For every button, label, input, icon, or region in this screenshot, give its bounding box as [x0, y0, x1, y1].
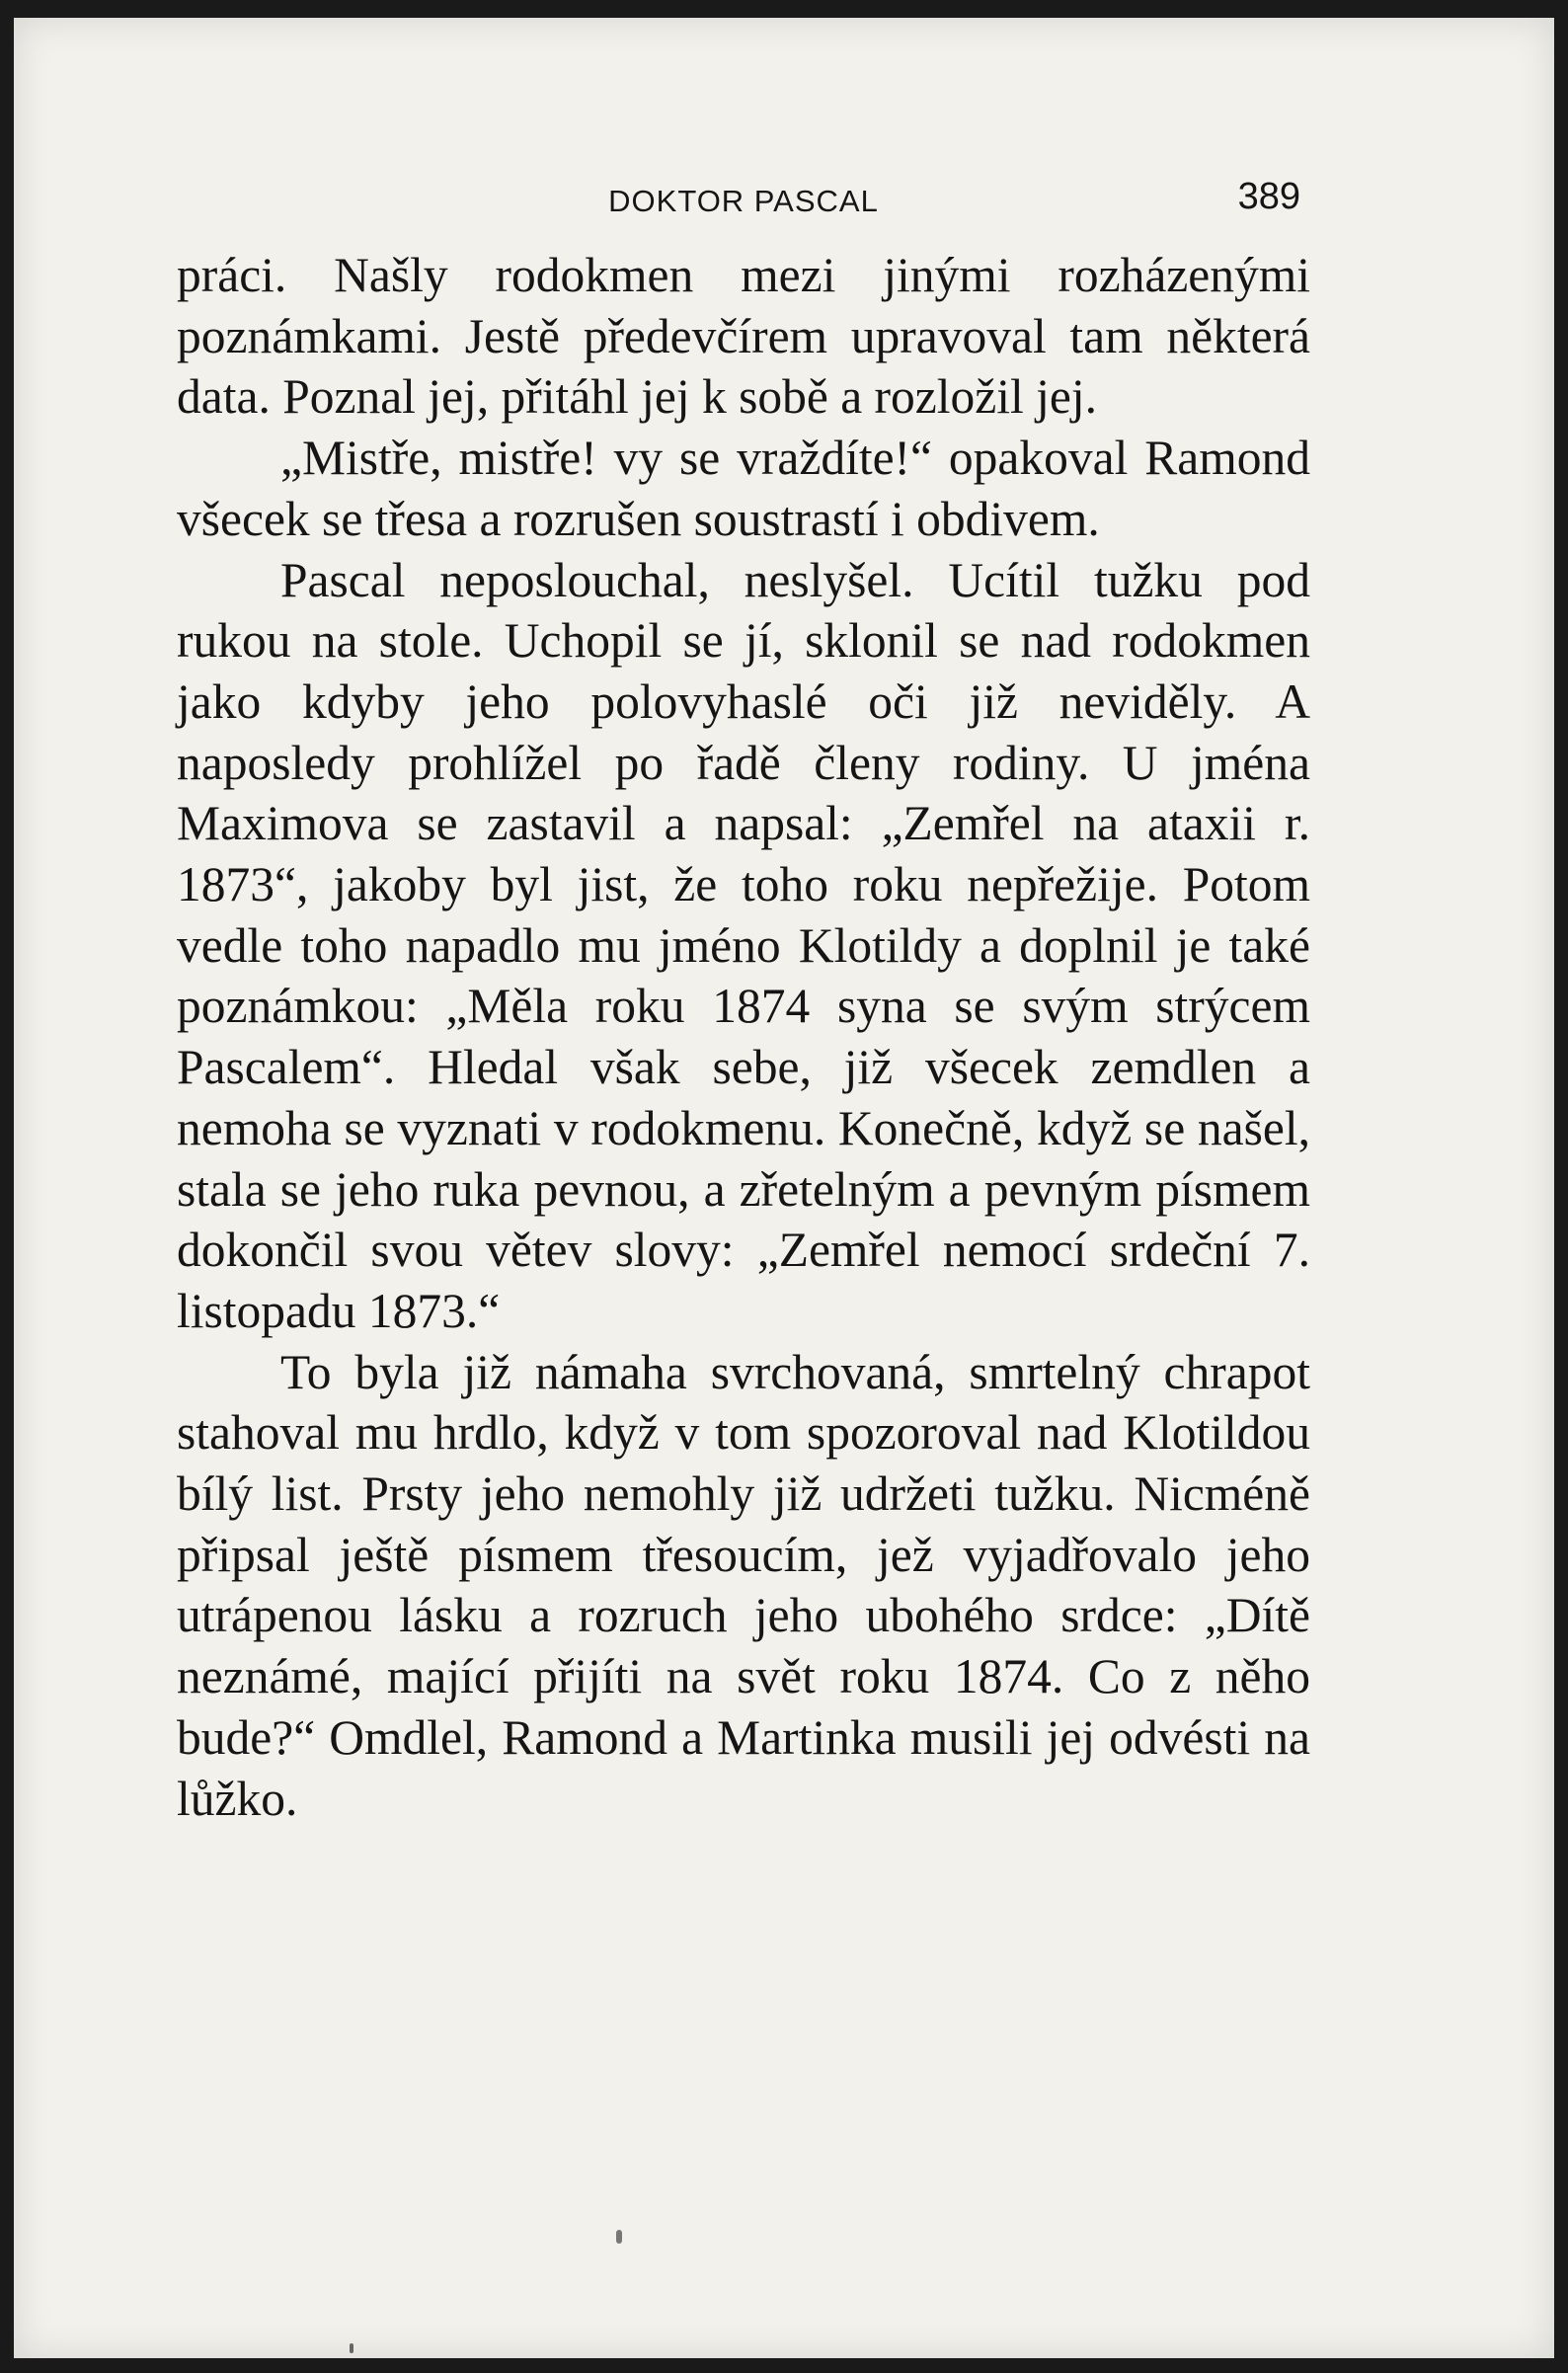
- page-scan: [14, 18, 1554, 2358]
- running-head: [177, 156, 1310, 245]
- running-title: DOKTOR PASCAL: [608, 184, 879, 218]
- paragraph-1: práci. Našly rodokmen mezi jinými rozházenými poznámkami. Jestě předevčírem upravoval tam některá data. Poznal jej, přitáhl jej k sobě a rozložil jej.: [177, 248, 1310, 425]
- book-page: [177, 156, 1310, 1829]
- paragraph-3: Pascal neposlouchal, neslyšel. Ucítil tužku pod rukou na stole. Uchopil se jí, sklonil se nad rodokmen jako kdyby jeho polovyhaslé oči již neviděly. A naposledy prohlížel po řadě členy rodiny. U jména Maximova se zastavil a napsal: „Zemřel na ataxii r. 1873“, jakoby byl jist, že toho roku nepřežije. Potom vedle toho napadlo mu jméno Klotildy a doplnil je také poznámkou: „Měla roku 1874 syna se svým strýcem Pascalem“. Hledal však sebe, již všecek zemdlen a nemoha se vyznati v rodokmenu. Konečně, když se našel, stala se jeho ruka pevnou, a zřetelným a pevným písmem dokončil svou větev slovy: „Zemřel nemocí srdeční 7. listopadu 1873.“: [177, 552, 1310, 1338]
- scan-speck: [616, 2230, 622, 2244]
- scan-speck: [350, 2343, 353, 2353]
- page-number: 389: [1237, 176, 1300, 217]
- body-text: [177, 245, 1310, 1829]
- paragraph-4: To byla již námaha svrchovaná, smrtelný chrapot stahoval mu hrdlo, když v tom spozoroval nad Klotildou bílý list. Prsty jeho nemohly již udržeti tužku. Nicméně připsal ještě písmem třesoucím, jež vyjadřovalo jeho utrápenou lásku a rozruch jeho ubohého srdce: „Dítě neznámé, mající přijíti na svět roku 1874. Co z něho bude?“ Omdlel, Ramond a Martinka musili jej odvésti na lůžko.: [177, 1344, 1310, 1826]
- paragraph-2: „Mistře, mistře! vy se vraždíte!“ opakoval Ramond všecek se třesa a rozrušen soustrastí i obdivem.: [177, 431, 1310, 546]
